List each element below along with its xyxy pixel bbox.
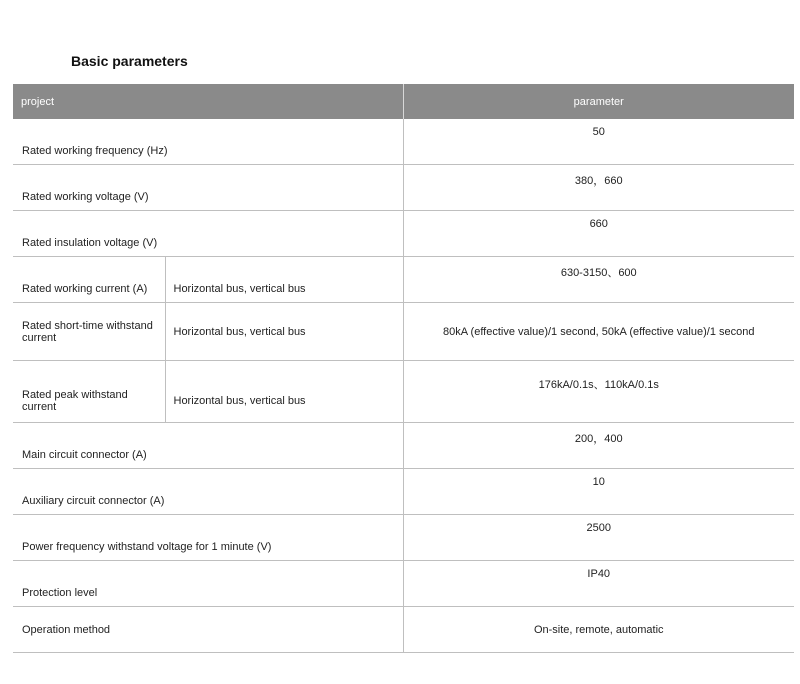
row-value: 2500 bbox=[403, 515, 794, 561]
table-row bbox=[13, 561, 794, 607]
row-value: 80kA (effective value)/1 second, 50kA (effective value)/1 second bbox=[403, 303, 794, 361]
table-row bbox=[13, 303, 794, 361]
row-value: 380，660 bbox=[403, 165, 794, 211]
table-row bbox=[13, 211, 794, 257]
row-subitem: Horizontal bus, vertical bus bbox=[165, 361, 403, 423]
row-name: Rated peak withstand current bbox=[13, 361, 165, 423]
row-name: Rated short-time withstand current bbox=[13, 303, 165, 361]
row-value: 660 bbox=[403, 211, 794, 257]
table-row bbox=[13, 607, 794, 653]
row-value: On-site, remote, automatic bbox=[403, 607, 794, 653]
table-row bbox=[13, 423, 794, 469]
row-name: Main circuit connector (A) bbox=[13, 423, 403, 469]
row-name: Operation method bbox=[13, 607, 403, 653]
row-name: Protection level bbox=[13, 561, 403, 607]
table-row bbox=[13, 165, 794, 211]
row-value: 50 bbox=[403, 119, 794, 165]
row-value: 630-3150、600 bbox=[403, 257, 794, 303]
table-row bbox=[13, 515, 794, 561]
page-title: Basic parameters bbox=[71, 53, 188, 69]
table-row bbox=[13, 257, 794, 303]
row-value: IP40 bbox=[403, 561, 794, 607]
row-name: Rated working current (A) bbox=[13, 257, 165, 303]
row-name: Rated working frequency (Hz) bbox=[13, 119, 403, 165]
table-row bbox=[13, 361, 794, 423]
row-value: 176kA/0.1s、110kA/0.1s bbox=[403, 361, 794, 423]
row-value: 10 bbox=[403, 469, 794, 515]
row-name: Power frequency withstand voltage for 1 minute (V) bbox=[13, 515, 403, 561]
table-row bbox=[13, 469, 794, 515]
column-header-project: project bbox=[13, 84, 403, 119]
table-row bbox=[13, 119, 794, 165]
row-value: 200，400 bbox=[403, 423, 794, 469]
row-name: Rated working voltage (V) bbox=[13, 165, 403, 211]
column-header-parameter: parameter bbox=[403, 84, 794, 119]
parameters-table bbox=[13, 84, 794, 653]
row-name: Auxiliary circuit connector (A) bbox=[13, 469, 403, 515]
row-subitem: Horizontal bus, vertical bus bbox=[165, 257, 403, 303]
row-subitem: Horizontal bus, vertical bus bbox=[165, 303, 403, 361]
row-name: Rated insulation voltage (V) bbox=[13, 211, 403, 257]
table-header-row bbox=[13, 84, 794, 119]
